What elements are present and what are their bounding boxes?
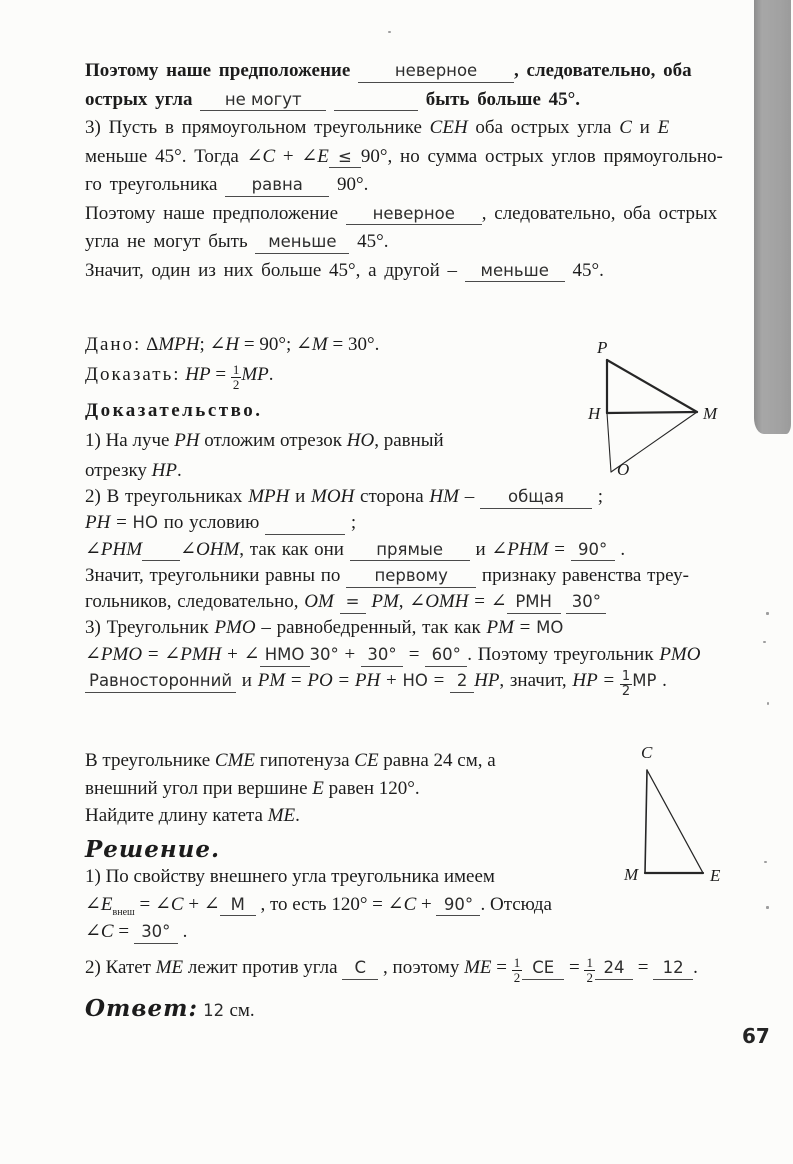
handwritten-answer-on-blank (450, 670, 474, 693)
fraction-denominator: 2 (232, 377, 240, 392)
print-text: ; (345, 512, 357, 534)
print-text: . Отсюда (480, 893, 552, 915)
script-heading: Решение. (85, 835, 221, 863)
handwritten-text: меньше (268, 232, 337, 251)
math-text: ∠C (85, 921, 114, 942)
handwritten-text: меньше (480, 260, 549, 280)
vertex-label-O: O (617, 460, 630, 479)
handwritten-text: 30° (367, 644, 397, 664)
print-text: . (177, 921, 188, 942)
math-text: OM (304, 591, 334, 613)
text-line (85, 615, 700, 641)
handwritten-text: неверное (372, 203, 455, 223)
text-line (85, 775, 552, 803)
text-line (85, 863, 552, 891)
print-text: и (289, 486, 312, 507)
print-text: 3) Треугольник (85, 617, 215, 639)
print-text: 1) На луче (85, 430, 175, 451)
fraction-numerator: 1 (586, 955, 593, 971)
math-text: PH (174, 430, 200, 451)
vertex-label-M: M (703, 404, 718, 423)
text-line (85, 510, 700, 536)
print-text: = (632, 957, 654, 978)
print-text: 2) В треугольниках (85, 486, 249, 507)
print-text: ; ∠ (199, 334, 226, 355)
math-text: C (170, 893, 184, 915)
handwritten-text: HO (132, 513, 158, 533)
print-text: + (380, 670, 403, 692)
print-text: = 90°; ∠ (239, 334, 312, 355)
section-heading: Доказательство. (85, 400, 263, 421)
math-text: PH (85, 512, 111, 534)
math-text: HP (151, 460, 177, 481)
print-text: , значит, (499, 670, 573, 692)
math-text: ME (267, 805, 296, 826)
text-line (85, 950, 698, 985)
print-text: отложим отрезок (199, 430, 347, 451)
print-text: . (295, 805, 300, 826)
handwritten-answer-on-blank (340, 591, 366, 614)
handwritten-text: CE (532, 958, 555, 977)
fraction-denominator: 2 (513, 970, 521, 985)
handwritten-answer-on-blank (346, 203, 482, 226)
math-text: ME (155, 957, 184, 978)
math-text: PM (486, 617, 514, 639)
handwritten-answer-on-blank (350, 539, 470, 562)
print-text: , то есть 120° = ∠ (255, 893, 404, 915)
math-text: ∠E (85, 893, 113, 915)
scan-speckle (388, 31, 391, 33)
triangle-CME-diagram (617, 744, 747, 889)
print-text: = (110, 512, 133, 534)
print-text: = (210, 364, 231, 385)
text-line (85, 171, 723, 200)
text-line (85, 802, 552, 830)
handwritten-answer-on-blank (522, 957, 564, 980)
handwritten-text: неверное (394, 61, 478, 80)
problem-2-conclusion-paragraph (85, 57, 723, 285)
handwritten-text: MP (632, 671, 657, 691)
print-text: Поэтому наше предположение (85, 60, 359, 81)
problem-3-given-and-proof-header (85, 330, 444, 486)
math-text: H (225, 334, 240, 355)
print-text: 3) Пусть в прямоугольном треугольнике (85, 117, 430, 138)
handwritten-answer-on-blank (85, 670, 236, 693)
print-text: + (275, 145, 302, 167)
print-text: 45°. (564, 259, 604, 281)
print-text: гипотенуза (255, 750, 355, 771)
print-text: , так как они (239, 538, 350, 560)
print-text: , следовательно, оба острых (481, 202, 718, 224)
text-line (85, 228, 723, 257)
handwritten-text (373, 91, 378, 109)
print-text: признаку равенства треу- (476, 564, 689, 586)
handwritten-text: MO (536, 618, 564, 638)
math-text: PM (257, 670, 286, 692)
print-text: го треугольника (85, 174, 226, 195)
scan-speckle (766, 906, 769, 909)
handwritten-text (303, 514, 308, 532)
triangle-PHM-with-point-O-diagram (570, 333, 735, 485)
print-text: . (656, 670, 667, 692)
blank-underline (142, 539, 180, 562)
vertex-label-P: P (597, 338, 608, 357)
print-text: = ∠ (134, 893, 171, 915)
math-text: C (619, 117, 632, 138)
handwritten-text: HO (402, 671, 428, 691)
print-text: – равнобедренный, так как (255, 617, 487, 639)
math-text: PM (371, 591, 399, 613)
text-line (85, 891, 552, 919)
handwritten-text: 60° (431, 644, 461, 664)
print-text: = (332, 670, 355, 692)
handwritten-answer-on-blank (329, 146, 361, 169)
math-text: HP (185, 364, 211, 385)
math-text: HO (346, 430, 375, 451)
print-text: = (564, 957, 585, 978)
handwritten-text: ≤ (338, 146, 352, 166)
handwritten-answer-on-blank (480, 486, 592, 509)
segment-HO (607, 413, 611, 472)
fraction (620, 670, 632, 698)
handwritten-answer-on-blank (358, 60, 514, 83)
handwritten-text: 30° (309, 644, 339, 664)
handwritten-text: прямые (376, 539, 444, 559)
handwritten-answer-on-blank (571, 539, 615, 562)
text-line (85, 642, 700, 668)
print-text: внешний угол при вершине (85, 777, 313, 799)
print-text: и (631, 117, 658, 138)
math-text: M (311, 334, 328, 355)
print-text: = (427, 670, 451, 692)
text-line (85, 589, 700, 615)
text-line (85, 330, 444, 360)
print-text: Поэтому наше предположение (85, 202, 346, 224)
print-text: отрезку (85, 460, 152, 481)
print-text: = (113, 921, 134, 942)
print-text: Значит, треугольники равны по (85, 564, 347, 586)
print-text: оба острых угла (467, 117, 620, 138)
print-text: , равный (374, 430, 444, 451)
print-text: , поэтому (378, 957, 465, 978)
handwritten-text: C (354, 958, 367, 977)
handwritten-answer-on-blank (342, 957, 378, 980)
math-text: MPH (248, 486, 290, 507)
math-text: MOH (311, 486, 355, 507)
handwritten-text: 24 (603, 958, 625, 977)
print-text: Δ (141, 334, 159, 355)
handwritten-answer-on-blank (255, 231, 349, 254)
handwritten-text: общая (508, 487, 564, 506)
print-text (326, 89, 334, 110)
handwritten-text: 2 (456, 671, 468, 691)
math-text: CME (214, 750, 256, 771)
print-text: = (491, 957, 512, 978)
print-text: = (548, 538, 571, 560)
print-text: + (416, 893, 437, 915)
handwritten-answer-on-blank (436, 894, 480, 917)
print-label: Доказать: (85, 364, 181, 385)
text-line (85, 396, 444, 426)
handwritten-answer-on-blank (465, 260, 565, 283)
print-label: Дано: (85, 334, 142, 355)
text-line (85, 456, 444, 486)
print-text: Найдите длину катета (85, 805, 268, 826)
handwritten-answer-on-blank (260, 644, 310, 667)
print-text: . (177, 460, 182, 481)
handwritten-answer-on-blank (225, 174, 329, 197)
problem-4-statement-and-solution (85, 747, 552, 946)
vertex-label-H: H (588, 404, 601, 423)
math-text: ∠C (246, 145, 276, 167)
math-text: MPH (158, 334, 200, 355)
print-text: . Поэтому треугольник (467, 643, 660, 665)
text-line (85, 836, 552, 864)
side-CE (647, 770, 703, 873)
math-text: ME (464, 957, 492, 978)
print-text: угла не могут быть (85, 231, 256, 252)
page-number: 67 (742, 1024, 770, 1048)
print-text: + ∠ (221, 643, 260, 665)
scan-speckle (764, 861, 767, 863)
text-line (85, 484, 700, 510)
math-text: ∠E (301, 145, 329, 167)
text-line (85, 563, 700, 589)
print-text: см. (229, 1000, 255, 1021)
text-line (85, 57, 723, 86)
text-line (85, 918, 552, 946)
side-CM (645, 770, 647, 873)
print-text: В треугольнике (85, 750, 215, 771)
math-text: ∠PHM (85, 538, 143, 560)
print-text: лежит против угла (183, 957, 343, 978)
print-text: равен 120°. (323, 777, 420, 799)
handwritten-text: HMO (264, 644, 305, 664)
print-text: быть больше 45°. (417, 88, 580, 110)
math-text: E (312, 777, 324, 799)
fraction-numerator: 1 (513, 955, 521, 971)
math-text: HP (572, 670, 598, 692)
text-line (85, 200, 723, 229)
handwritten-text: 90° (443, 894, 474, 914)
blank-underline (265, 512, 345, 535)
handwritten-text: первому (374, 565, 448, 585)
math-text: C (403, 893, 417, 915)
handwritten-answer-on-blank (346, 565, 476, 588)
math-text: PMO (659, 643, 701, 665)
print-text: – (458, 486, 480, 507)
print-text: . (693, 957, 698, 978)
math-text: PMO (214, 617, 256, 639)
handwritten-answer-on-blank (507, 591, 561, 614)
print-text: равна 24 см, а (378, 750, 496, 771)
handwritten-text: 12 (662, 958, 684, 977)
print-text: = ∠ (142, 643, 181, 665)
print-text: . (268, 364, 274, 385)
handwritten-answer-on-blank (425, 644, 467, 667)
handwritten-answer-on-blank (361, 644, 403, 667)
print-text: и ∠ (469, 538, 508, 560)
print-text: 2) Катет (85, 957, 156, 978)
problem-3-proof-steps (85, 484, 701, 700)
handwritten-answer-on-blank (134, 921, 178, 944)
side-HM (607, 412, 697, 413)
math-text: E (657, 117, 670, 138)
print-text: по условию (157, 512, 266, 534)
math-text: ∠OHM (180, 538, 240, 560)
math-text: OMH (425, 591, 469, 613)
handwritten-answer-on-blank (220, 894, 256, 917)
print-text: 90°. (329, 174, 369, 195)
text-line (85, 114, 723, 143)
print-text: , ∠ (398, 591, 426, 613)
print-text: . (614, 538, 626, 560)
print-text: ; (591, 486, 603, 507)
handwritten-text: PMH (515, 592, 552, 612)
print-text: = (513, 617, 537, 639)
math-text: CEH (429, 117, 468, 138)
print-text: и (236, 670, 258, 692)
math-text: PMH (180, 643, 222, 665)
print-text: + ∠ (183, 893, 220, 915)
print-text: = (597, 670, 620, 692)
print-text: + (338, 643, 361, 665)
text-line (85, 991, 698, 1026)
text-line (85, 426, 444, 456)
vertex-label-M: M (624, 865, 639, 884)
math-text: CE (354, 750, 379, 771)
handwritten-text: 30° (141, 922, 171, 941)
fraction-denominator: 2 (586, 970, 593, 985)
text-line (85, 257, 723, 286)
fraction-numerator: 1 (232, 362, 240, 378)
print-text: 45°. (349, 231, 389, 252)
print-text: меньше 45°. Тогда (85, 145, 247, 167)
subscript-label: внеш (112, 906, 135, 918)
print-text: 1) По свойству внешнего угла треугольника имеем (85, 866, 495, 887)
handwritten-text: не могут (224, 89, 302, 109)
text-line (85, 360, 444, 390)
text-line (85, 537, 700, 563)
print-text: , следовательно, оба (514, 60, 692, 81)
fraction-numerator: 1 (621, 669, 631, 685)
handwritten-text: 12 (197, 1001, 230, 1020)
fraction (584, 956, 595, 984)
fraction-denominator: 2 (621, 684, 631, 700)
handwritten-answer-on-blank (595, 957, 633, 980)
text-line (85, 668, 700, 700)
handwritten-text: M (230, 894, 245, 914)
math-text: PH (354, 670, 381, 692)
script-heading: Ответ: (85, 995, 198, 1022)
scan-edge-artifact (754, 0, 791, 434)
print-text: сторона (354, 486, 430, 507)
problem-4-step2-and-answer (85, 950, 698, 1026)
print-text: = (402, 643, 426, 665)
text-line (85, 143, 723, 172)
side-PM (607, 360, 697, 412)
fraction (231, 363, 242, 391)
handwritten-text: равна (251, 175, 303, 194)
print-text: Значит, один из них больше 45°, а другой – (85, 259, 465, 281)
handwritten-text: 30° (571, 592, 601, 612)
handwritten-text: Равносторонний (89, 671, 233, 691)
handwritten-text: = (345, 592, 360, 612)
print-text: гольников, следовательно, (85, 591, 305, 613)
print-text: 90°, но сумма острых углов прямоугольно- (360, 145, 723, 167)
scan-speckle (766, 612, 769, 615)
handwritten-answer-on-blank (566, 591, 606, 614)
vertex-label-C: C (641, 744, 653, 762)
blank-underline (334, 89, 418, 112)
math-text: HP (474, 670, 500, 692)
handwritten-text: 90° (578, 539, 608, 559)
handwritten-text (158, 541, 163, 559)
math-text: MP (241, 364, 269, 385)
fraction (512, 956, 523, 984)
print-text: острых угла (85, 88, 201, 110)
text-line (85, 86, 723, 115)
scan-speckle (767, 702, 769, 705)
text-line (85, 747, 552, 775)
handwritten-answer-on-blank (200, 89, 326, 112)
print-text: = ∠ (468, 591, 507, 613)
math-text: HM (429, 486, 459, 507)
scan-speckle (763, 641, 766, 643)
print-text: = (285, 670, 308, 692)
math-text: PHM (507, 538, 549, 560)
math-text: ∠PMO (85, 643, 143, 665)
print-text: = 30°. (327, 334, 380, 355)
math-text: PO (307, 670, 333, 692)
vertex-label-E: E (710, 866, 721, 885)
handwritten-answer-on-blank (653, 957, 693, 980)
